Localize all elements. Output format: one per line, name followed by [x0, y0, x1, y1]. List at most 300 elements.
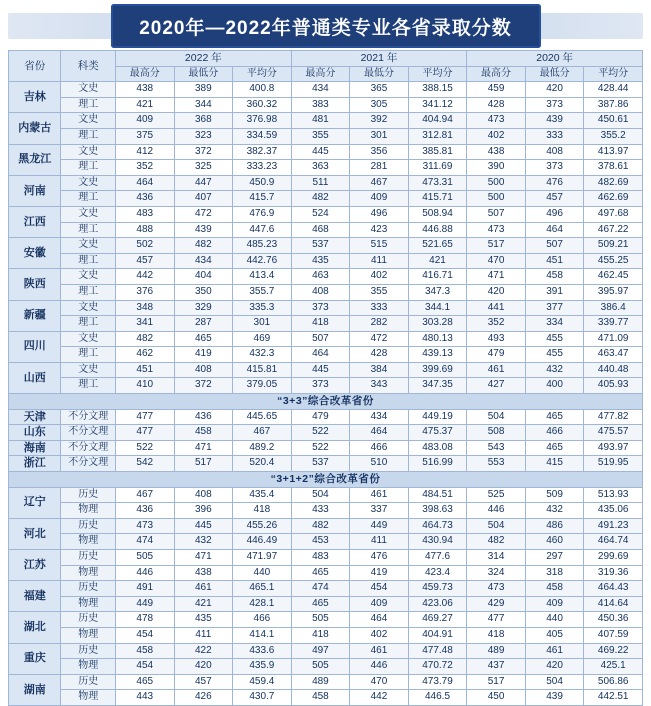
score-cell: 301 [350, 128, 409, 144]
table-body [9, 82, 643, 706]
score-cell: 493 [467, 331, 526, 347]
score-cell: 445 [291, 362, 350, 378]
score-cell: 363 [291, 160, 350, 176]
score-cell: 348 [116, 300, 175, 316]
score-cell: 368 [174, 113, 233, 129]
header-2020-max: 最高分 [467, 66, 526, 82]
province-cell: 湖南 [9, 674, 61, 705]
score-cell: 466 [350, 440, 409, 456]
score-cell: 504 [467, 518, 526, 534]
score-cell: 423.06 [408, 596, 467, 612]
province-cell: 江西 [9, 206, 61, 237]
score-cell: 458 [525, 269, 584, 285]
score-cell: 391 [525, 284, 584, 300]
score-cell: 409 [350, 596, 409, 612]
table-section-row [9, 394, 643, 410]
score-cell: 475.37 [408, 425, 467, 441]
score-cell: 519.95 [584, 456, 643, 472]
score-cell: 382.37 [233, 144, 292, 160]
score-cell: 325 [174, 160, 233, 176]
province-cell: 湖北 [9, 612, 61, 643]
score-cell: 454 [350, 581, 409, 597]
table-row [9, 300, 643, 316]
score-cell: 483 [116, 206, 175, 222]
category-cell: 文史 [61, 144, 116, 160]
header-2020-min: 最低分 [525, 66, 584, 82]
score-cell: 471 [174, 550, 233, 566]
score-cell: 441 [467, 300, 526, 316]
score-cell: 486 [525, 518, 584, 534]
score-cell: 504 [525, 674, 584, 690]
score-cell: 333 [350, 300, 409, 316]
score-cell: 450.36 [584, 612, 643, 628]
score-cell: 443 [116, 690, 175, 706]
score-cell: 437 [467, 659, 526, 675]
score-cell: 508 [467, 425, 526, 441]
score-cell: 385.81 [408, 144, 467, 160]
table-row [9, 222, 643, 238]
table-row [9, 659, 643, 675]
score-cell: 435.4 [233, 487, 292, 503]
score-cell: 319.36 [584, 565, 643, 581]
score-cell: 312.81 [408, 128, 467, 144]
score-cell: 476 [525, 175, 584, 191]
score-cell: 497 [291, 643, 350, 659]
score-cell: 473 [467, 581, 526, 597]
category-cell: 理工 [61, 316, 116, 332]
score-cell: 482.69 [584, 175, 643, 191]
score-cell: 402 [350, 627, 409, 643]
score-cell: 464.73 [408, 518, 467, 534]
score-cell: 453 [291, 534, 350, 550]
score-cell: 446.49 [233, 534, 292, 550]
score-cell: 500 [467, 175, 526, 191]
score-cell: 464 [116, 175, 175, 191]
score-cell: 438 [174, 565, 233, 581]
score-cell: 323 [174, 128, 233, 144]
score-cell: 390 [467, 160, 526, 176]
score-cell: 398.63 [408, 503, 467, 519]
score-cell: 450.9 [233, 175, 292, 191]
score-cell: 411 [350, 534, 409, 550]
header-province: 省份 [9, 51, 61, 82]
score-cell: 335.3 [233, 300, 292, 316]
score-cell: 433 [291, 503, 350, 519]
category-cell: 物理 [61, 503, 116, 519]
table-section-header: “3+1+2”综合改革省份 [9, 472, 643, 488]
score-cell: 428 [467, 97, 526, 113]
score-cell: 356 [350, 144, 409, 160]
category-cell: 文史 [61, 113, 116, 129]
title-plate [111, 4, 541, 48]
category-cell: 理工 [61, 347, 116, 363]
score-cell: 446.88 [408, 222, 467, 238]
score-cell: 438 [467, 144, 526, 160]
category-cell: 物理 [61, 596, 116, 612]
table-row [9, 487, 643, 503]
score-cell: 428 [350, 347, 409, 363]
score-cell: 461 [174, 581, 233, 597]
score-cell: 483.08 [408, 440, 467, 456]
table-row [9, 128, 643, 144]
score-cell: 471.09 [584, 331, 643, 347]
score-cell: 395.97 [584, 284, 643, 300]
score-cell: 447.6 [233, 222, 292, 238]
score-cell: 445 [291, 144, 350, 160]
score-cell: 471 [174, 440, 233, 456]
score-cell: 405.93 [584, 378, 643, 394]
score-cell: 469.22 [584, 643, 643, 659]
score-cell: 467 [116, 487, 175, 503]
score-cell: 520.4 [233, 456, 292, 472]
score-cell: 478 [116, 612, 175, 628]
score-cell: 440 [233, 565, 292, 581]
score-cell: 475.57 [584, 425, 643, 441]
category-cell: 文史 [61, 175, 116, 191]
score-cell: 355.7 [233, 284, 292, 300]
score-cell: 542 [116, 456, 175, 472]
category-cell: 理工 [61, 222, 116, 238]
score-cell: 467 [350, 175, 409, 191]
table-row [9, 534, 643, 550]
score-cell: 507 [525, 238, 584, 254]
score-cell: 412 [116, 144, 175, 160]
category-cell: 历史 [61, 487, 116, 503]
score-cell: 334.59 [233, 128, 292, 144]
score-cell: 418 [467, 627, 526, 643]
score-cell: 484.51 [408, 487, 467, 503]
table-row [9, 550, 643, 566]
province-cell: 浙江 [9, 456, 61, 472]
score-cell: 474 [291, 581, 350, 597]
score-cell: 400.8 [233, 82, 292, 98]
score-cell: 379.05 [233, 378, 292, 394]
score-cell: 392 [350, 113, 409, 129]
score-cell: 449.19 [408, 409, 467, 425]
score-cell: 404.94 [408, 113, 467, 129]
score-cell: 418 [291, 316, 350, 332]
score-cell: 467.22 [584, 222, 643, 238]
score-cell: 504 [291, 487, 350, 503]
score-cell: 435 [291, 253, 350, 269]
score-cell: 465 [525, 440, 584, 456]
score-cell: 436 [174, 409, 233, 425]
score-cell: 517 [467, 238, 526, 254]
score-cell: 373 [525, 160, 584, 176]
score-cell: 409 [116, 113, 175, 129]
category-cell: 历史 [61, 674, 116, 690]
category-cell: 文史 [61, 362, 116, 378]
score-cell: 372 [174, 144, 233, 160]
score-cell: 423 [350, 222, 409, 238]
score-cell: 384 [350, 362, 409, 378]
score-cell: 482 [291, 518, 350, 534]
score-cell: 378.61 [584, 160, 643, 176]
score-cell: 435.9 [233, 659, 292, 675]
score-cell: 465 [291, 565, 350, 581]
score-cell: 493.97 [584, 440, 643, 456]
score-cell: 472 [174, 206, 233, 222]
score-cell: 383 [291, 97, 350, 113]
score-cell: 477 [467, 612, 526, 628]
table-row [9, 362, 643, 378]
score-cell: 387.86 [584, 97, 643, 113]
score-cell: 404.91 [408, 627, 467, 643]
score-cell: 445 [174, 518, 233, 534]
table-row [9, 456, 643, 472]
score-cell: 464.43 [584, 581, 643, 597]
score-cell: 468 [291, 222, 350, 238]
score-cell: 303.28 [408, 316, 467, 332]
table-row [9, 378, 643, 394]
category-cell: 理工 [61, 284, 116, 300]
header-2022-max: 最高分 [116, 66, 175, 82]
score-cell: 469 [233, 331, 292, 347]
score-cell: 419 [174, 347, 233, 363]
page-root [0, 4, 651, 703]
score-cell: 415.7 [233, 191, 292, 207]
score-cell: 459.4 [233, 674, 292, 690]
table-row [9, 518, 643, 534]
score-cell: 463.47 [584, 347, 643, 363]
score-cell: 489 [467, 643, 526, 659]
score-cell: 465 [525, 409, 584, 425]
score-cell: 457 [174, 674, 233, 690]
score-cell: 377 [525, 300, 584, 316]
score-cell: 421 [116, 97, 175, 113]
province-cell: 四川 [9, 331, 61, 362]
score-cell: 461 [350, 487, 409, 503]
header-year-2020: 2020 年 [467, 51, 643, 67]
category-cell: 文史 [61, 82, 116, 98]
header-2021-max: 最高分 [291, 66, 350, 82]
score-cell: 522 [291, 440, 350, 456]
province-cell: 山东 [9, 425, 61, 441]
score-cell: 434 [291, 82, 350, 98]
score-cell: 476.9 [233, 206, 292, 222]
table-row [9, 627, 643, 643]
score-cell: 432 [525, 362, 584, 378]
score-cell: 491.23 [584, 518, 643, 534]
header-2020-avg: 平均分 [584, 66, 643, 82]
score-cell: 399.69 [408, 362, 467, 378]
score-cell: 388.15 [408, 82, 467, 98]
score-cell: 341 [116, 316, 175, 332]
score-cell: 489 [291, 674, 350, 690]
score-cell: 408 [525, 144, 584, 160]
score-cell: 473.79 [408, 674, 467, 690]
score-cell: 352 [116, 160, 175, 176]
score-cell: 299.69 [584, 550, 643, 566]
score-cell: 341.12 [408, 97, 467, 113]
score-cell: 420 [525, 659, 584, 675]
score-cell: 482 [174, 238, 233, 254]
table-section-header: “3+3”综合改革省份 [9, 394, 643, 410]
score-cell: 360.32 [233, 97, 292, 113]
score-cell: 471.97 [233, 550, 292, 566]
score-cell: 373 [291, 378, 350, 394]
score-cell: 458 [291, 690, 350, 706]
header-year-2022: 2022 年 [116, 51, 292, 67]
category-cell: 不分文理 [61, 409, 116, 425]
score-cell: 461 [525, 643, 584, 659]
score-cell: 434 [350, 409, 409, 425]
province-cell: 河南 [9, 175, 61, 206]
score-cell: 446 [116, 565, 175, 581]
score-cell: 376.98 [233, 113, 292, 129]
score-cell: 405 [525, 627, 584, 643]
score-cell: 466 [233, 612, 292, 628]
score-cell: 375 [116, 128, 175, 144]
table-row [9, 612, 643, 628]
score-cell: 553 [467, 456, 526, 472]
category-cell: 物理 [61, 659, 116, 675]
score-cell: 418 [291, 627, 350, 643]
score-cell: 515 [350, 238, 409, 254]
table-row [9, 581, 643, 597]
table-row [9, 160, 643, 176]
province-cell: 黑龙江 [9, 144, 61, 175]
score-cell: 477 [116, 425, 175, 441]
score-cell: 373 [291, 300, 350, 316]
score-cell: 461 [350, 643, 409, 659]
score-cell: 464 [525, 222, 584, 238]
score-cell: 449 [116, 596, 175, 612]
score-cell: 334 [525, 316, 584, 332]
table-row [9, 82, 643, 98]
header-2021-min: 最低分 [350, 66, 409, 82]
score-cell: 467 [233, 425, 292, 441]
score-cell: 510 [350, 456, 409, 472]
score-cell: 462.69 [584, 191, 643, 207]
table-row [9, 113, 643, 129]
score-cell: 372 [174, 378, 233, 394]
score-cell: 505 [116, 550, 175, 566]
score-cell: 373 [525, 97, 584, 113]
score-cell: 458 [525, 581, 584, 597]
score-cell: 497.68 [584, 206, 643, 222]
score-cell: 506.86 [584, 674, 643, 690]
score-cell: 449 [350, 518, 409, 534]
score-cell: 451 [116, 362, 175, 378]
category-cell: 历史 [61, 550, 116, 566]
score-cell: 465 [291, 596, 350, 612]
score-cell: 457 [116, 253, 175, 269]
score-cell: 344 [174, 97, 233, 113]
score-cell: 408 [174, 487, 233, 503]
score-cell: 407.59 [584, 627, 643, 643]
score-cell: 522 [116, 440, 175, 456]
score-cell: 491 [116, 581, 175, 597]
score-cell: 435.06 [584, 503, 643, 519]
score-cell: 355 [291, 128, 350, 144]
score-cell: 457 [525, 191, 584, 207]
score-cell: 462 [116, 347, 175, 363]
score-cell: 473 [116, 518, 175, 534]
score-cell: 455.25 [584, 253, 643, 269]
category-cell: 理工 [61, 378, 116, 394]
score-cell: 400 [525, 378, 584, 394]
header-year-2021: 2021 年 [291, 51, 467, 67]
table-row [9, 347, 643, 363]
table-header [9, 51, 643, 82]
score-cell: 505 [291, 612, 350, 628]
score-cell: 464 [350, 612, 409, 628]
score-cell: 430.7 [233, 690, 292, 706]
score-cell: 483 [291, 550, 350, 566]
table-row [9, 503, 643, 519]
score-cell: 415 [525, 456, 584, 472]
score-cell: 422 [174, 643, 233, 659]
score-cell: 454 [116, 627, 175, 643]
score-cell: 450.61 [584, 113, 643, 129]
category-cell: 理工 [61, 253, 116, 269]
score-cell: 458 [174, 425, 233, 441]
score-cell: 446 [467, 503, 526, 519]
score-cell: 389 [174, 82, 233, 98]
score-cell: 415.71 [408, 191, 467, 207]
score-cell: 464.74 [584, 534, 643, 550]
score-cell: 462.45 [584, 269, 643, 285]
category-cell: 历史 [61, 612, 116, 628]
category-cell: 历史 [61, 518, 116, 534]
score-cell: 496 [350, 206, 409, 222]
table-row [9, 331, 643, 347]
score-cell: 463 [291, 269, 350, 285]
table-section-row [9, 472, 643, 488]
score-cell: 282 [350, 316, 409, 332]
score-cell: 421 [408, 253, 467, 269]
score-cell: 464 [350, 425, 409, 441]
score-cell: 537 [291, 456, 350, 472]
score-cell: 473 [467, 222, 526, 238]
score-cell: 543 [467, 440, 526, 456]
score-cell: 438 [116, 82, 175, 98]
score-cell: 415.81 [233, 362, 292, 378]
score-cell: 489.2 [233, 440, 292, 456]
score-cell: 318 [525, 565, 584, 581]
score-cell: 425.1 [584, 659, 643, 675]
score-cell: 439 [525, 690, 584, 706]
score-cell: 461 [467, 362, 526, 378]
province-cell: 陕西 [9, 269, 61, 300]
score-cell: 505 [291, 659, 350, 675]
category-cell: 理工 [61, 191, 116, 207]
score-cell: 355 [350, 284, 409, 300]
score-cell: 465 [116, 674, 175, 690]
score-cell: 466 [525, 425, 584, 441]
score-cell: 442.51 [584, 690, 643, 706]
province-cell: 江苏 [9, 550, 61, 581]
score-cell: 355.2 [584, 128, 643, 144]
province-cell: 福建 [9, 581, 61, 612]
score-cell: 414.64 [584, 596, 643, 612]
score-cell: 511 [291, 175, 350, 191]
score-cell: 477.48 [408, 643, 467, 659]
score-cell: 433.6 [233, 643, 292, 659]
score-cell: 447 [174, 175, 233, 191]
score-cell: 507 [467, 206, 526, 222]
score-cell: 439 [525, 113, 584, 129]
score-cell: 408 [174, 362, 233, 378]
header-2022-avg: 平均分 [233, 66, 292, 82]
score-cell: 337 [350, 503, 409, 519]
score-cell: 410 [116, 378, 175, 394]
score-cell: 414.1 [233, 627, 292, 643]
score-cell: 507 [291, 331, 350, 347]
score-cell: 411 [174, 627, 233, 643]
category-cell: 理工 [61, 128, 116, 144]
